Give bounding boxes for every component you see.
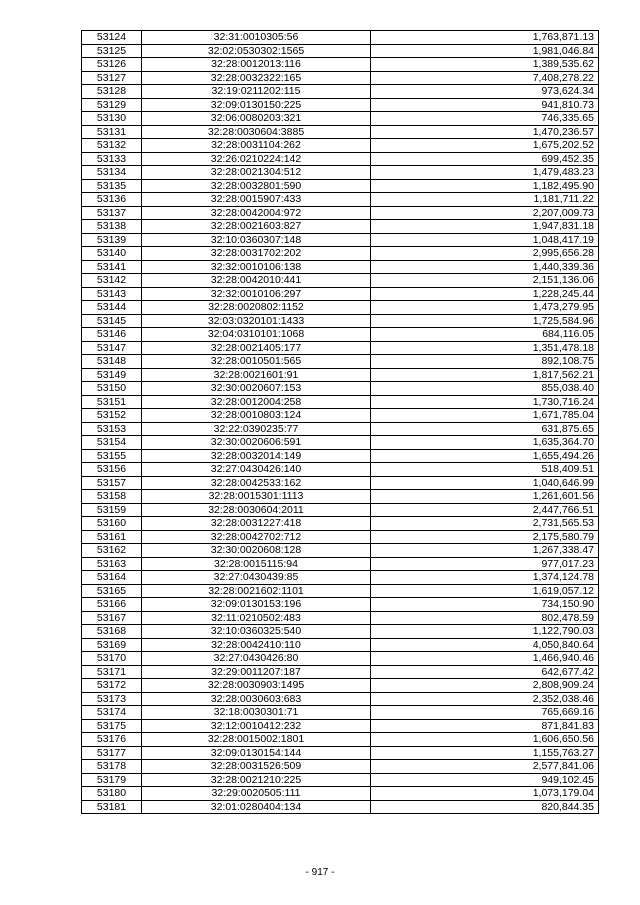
row-number-cell: 53173: [82, 692, 142, 706]
row-number-cell: 53128: [82, 85, 142, 99]
amount-cell: 1,947,831.18: [371, 220, 599, 234]
table-row: [82, 274, 599, 288]
row-number-cell: 53135: [82, 179, 142, 193]
row-number-cell: 53163: [82, 557, 142, 571]
row-number-cell: 53134: [82, 166, 142, 180]
cadastral-number-cell: 32:27:0430439:85: [142, 571, 371, 585]
cadastral-number-cell: 32:28:0042410:110: [142, 638, 371, 652]
amount-cell: 1,606,650.56: [371, 733, 599, 747]
row-number-cell: 53132: [82, 139, 142, 153]
table-row: [82, 557, 599, 571]
cadastral-number-cell: 32:28:0012013:116: [142, 58, 371, 72]
amount-cell: 1,817,562.21: [371, 368, 599, 382]
row-number-cell: 53138: [82, 220, 142, 234]
row-number-cell: 53144: [82, 301, 142, 315]
row-number-cell: 53181: [82, 800, 142, 814]
table-row: [82, 638, 599, 652]
table-row: [82, 760, 599, 774]
table-row: [82, 152, 599, 166]
table-row: [82, 382, 599, 396]
cadastral-number-cell: 32:28:0030603:683: [142, 692, 371, 706]
cadastral-number-cell: 32:28:0032801:590: [142, 179, 371, 193]
row-number-cell: 53136: [82, 193, 142, 207]
row-number-cell: 53178: [82, 760, 142, 774]
row-number-cell: 53161: [82, 530, 142, 544]
table-row: [82, 800, 599, 814]
table-row: [82, 665, 599, 679]
row-number-cell: 53169: [82, 638, 142, 652]
cadastral-number-cell: 32:28:0021405:177: [142, 341, 371, 355]
amount-cell: 1,181,711.22: [371, 193, 599, 207]
row-number-cell: 53160: [82, 517, 142, 531]
cadastral-number-cell: 32:32:0010106:138: [142, 260, 371, 274]
row-number-cell: 53165: [82, 584, 142, 598]
row-number-cell: 53133: [82, 152, 142, 166]
cadastral-number-cell: 32:32:0010106:297: [142, 287, 371, 301]
cadastral-number-cell: 32:28:0021601:91: [142, 368, 371, 382]
amount-cell: 1,479,483.23: [371, 166, 599, 180]
table-row: [82, 773, 599, 787]
row-number-cell: 53150: [82, 382, 142, 396]
row-number-cell: 53179: [82, 773, 142, 787]
row-number-cell: 53162: [82, 544, 142, 558]
row-number-cell: 53167: [82, 611, 142, 625]
table-row: [82, 314, 599, 328]
table-row: [82, 247, 599, 261]
cadastral-number-cell: 32:28:0031526:509: [142, 760, 371, 774]
cadastral-number-cell: 32:09:0130154:144: [142, 746, 371, 760]
cadastral-number-cell: 32:03:0320101:1433: [142, 314, 371, 328]
amount-cell: 2,207,009.73: [371, 206, 599, 220]
row-number-cell: 53130: [82, 112, 142, 126]
cadastral-number-cell: 32:26:0210224:142: [142, 152, 371, 166]
table-row: [82, 449, 599, 463]
row-number-cell: 53180: [82, 787, 142, 801]
row-number-cell: 53140: [82, 247, 142, 261]
row-number-cell: 53148: [82, 355, 142, 369]
table-row: [82, 206, 599, 220]
amount-cell: 1,122,790.03: [371, 625, 599, 639]
table-row: [82, 44, 599, 58]
table-row: [82, 58, 599, 72]
table-row: [82, 395, 599, 409]
amount-cell: 7,408,278.22: [371, 71, 599, 85]
amount-cell: 765,669.16: [371, 706, 599, 720]
amount-cell: 2,447,766.51: [371, 503, 599, 517]
cadastral-number-cell: 32:30:0020607:153: [142, 382, 371, 396]
table-row: [82, 220, 599, 234]
cadastral-number-cell: 32:18:0030301:71: [142, 706, 371, 720]
amount-cell: 2,175,580.79: [371, 530, 599, 544]
table-row: [82, 98, 599, 112]
table-row: [82, 517, 599, 531]
amount-cell: 2,352,038.46: [371, 692, 599, 706]
cadastral-number-cell: 32:31:0010305:56: [142, 31, 371, 45]
cadastral-number-cell: 32:19:0211202:115: [142, 85, 371, 99]
amount-cell: 1,267,338.47: [371, 544, 599, 558]
table-row: [82, 355, 599, 369]
table-row: [82, 706, 599, 720]
cadastral-number-cell: 32:09:0130150:225: [142, 98, 371, 112]
row-number-cell: 53154: [82, 436, 142, 450]
amount-cell: 1,073,179.04: [371, 787, 599, 801]
cadastral-number-cell: 32:30:0020608:128: [142, 544, 371, 558]
table-row: [82, 260, 599, 274]
table-row: [82, 112, 599, 126]
amount-cell: 2,995,656.28: [371, 247, 599, 261]
cadastral-number-cell: 32:28:0015907:433: [142, 193, 371, 207]
cadastral-number-cell: 32:28:0030604:3885: [142, 125, 371, 139]
cadastral-number-cell: 32:10:0360325:540: [142, 625, 371, 639]
table-row: [82, 625, 599, 639]
amount-cell: 631,875.65: [371, 422, 599, 436]
cadastral-number-cell: 32:06:0080203:321: [142, 112, 371, 126]
row-number-cell: 53174: [82, 706, 142, 720]
page-number: - 917 -: [305, 867, 335, 878]
table-row: [82, 85, 599, 99]
table-row: [82, 692, 599, 706]
cadastral-number-cell: 32:22:0390235:77: [142, 422, 371, 436]
table-row: [82, 193, 599, 207]
cadastral-number-cell: 32:01:0280404:134: [142, 800, 371, 814]
amount-cell: 1,655,494.26: [371, 449, 599, 463]
amount-cell: 2,731,565.53: [371, 517, 599, 531]
row-number-cell: 53158: [82, 490, 142, 504]
table-row: [82, 436, 599, 450]
cadastral-number-cell: 32:04:0310101:1068: [142, 328, 371, 342]
amount-cell: 734,150.90: [371, 598, 599, 612]
row-number-cell: 53170: [82, 652, 142, 666]
cadastral-number-cell: 32:30:0020606:591: [142, 436, 371, 450]
row-number-cell: 53166: [82, 598, 142, 612]
cadastral-number-cell: 32:28:0042010:441: [142, 274, 371, 288]
cadastral-number-cell: 32:28:0042702:712: [142, 530, 371, 544]
table-row: [82, 530, 599, 544]
table-row: [82, 598, 599, 612]
amount-cell: 1,440,339.36: [371, 260, 599, 274]
table-row: [82, 31, 599, 45]
row-number-cell: 53131: [82, 125, 142, 139]
row-number-cell: 53151: [82, 395, 142, 409]
amount-cell: 2,808,909.24: [371, 679, 599, 693]
row-number-cell: 53175: [82, 719, 142, 733]
table-row: [82, 301, 599, 315]
row-number-cell: 53156: [82, 463, 142, 477]
amount-cell: 1,374,124.78: [371, 571, 599, 585]
cadastral-number-cell: 32:27:0430426:140: [142, 463, 371, 477]
cadastral-number-cell: 32:28:0021603:827: [142, 220, 371, 234]
amount-cell: 1,228,245.44: [371, 287, 599, 301]
cadastral-number-cell: 32:28:0030604:2011: [142, 503, 371, 517]
amount-cell: 949,102.45: [371, 773, 599, 787]
cadastral-number-cell: 32:28:0020802:1152: [142, 301, 371, 315]
table-row: [82, 409, 599, 423]
cadastral-number-cell: 32:28:0042004:972: [142, 206, 371, 220]
row-number-cell: 53124: [82, 31, 142, 45]
cadastral-number-cell: 32:29:0011207:187: [142, 665, 371, 679]
table-row: [82, 746, 599, 760]
amount-cell: 642,677.42: [371, 665, 599, 679]
cadastral-number-cell: 32:28:0015002:1801: [142, 733, 371, 747]
row-number-cell: 53126: [82, 58, 142, 72]
cadastral-number-cell: 32:28:0042533:162: [142, 476, 371, 490]
table-row: [82, 328, 599, 342]
row-number-cell: 53149: [82, 368, 142, 382]
amount-cell: 1,675,202.52: [371, 139, 599, 153]
amount-cell: 1,261,601.56: [371, 490, 599, 504]
table-row: [82, 733, 599, 747]
table-row: [82, 125, 599, 139]
amount-cell: 746,335.65: [371, 112, 599, 126]
amount-cell: 2,577,841.06: [371, 760, 599, 774]
cadastral-number-cell: 32:28:0010501:565: [142, 355, 371, 369]
cadastral-number-cell: 32:28:0032322:165: [142, 71, 371, 85]
table-row: [82, 422, 599, 436]
cadastral-number-cell: 32:28:0031104:262: [142, 139, 371, 153]
amount-cell: 1,981,046.84: [371, 44, 599, 58]
row-number-cell: 53159: [82, 503, 142, 517]
cadastral-number-cell: 32:29:0020505:111: [142, 787, 371, 801]
table-row: [82, 287, 599, 301]
table-row: [82, 679, 599, 693]
row-number-cell: 53153: [82, 422, 142, 436]
table-row: [82, 139, 599, 153]
row-number-cell: 53139: [82, 233, 142, 247]
table-row: [82, 544, 599, 558]
table-row: [82, 179, 599, 193]
ledger-table-body: [82, 31, 599, 814]
amount-cell: 1,351,478.18: [371, 341, 599, 355]
table-row: [82, 463, 599, 477]
cadastral-number-cell: 32:28:0015301:1113: [142, 490, 371, 504]
table-row: [82, 71, 599, 85]
amount-cell: 977,017.23: [371, 557, 599, 571]
row-number-cell: 53127: [82, 71, 142, 85]
amount-cell: 1,725,584.96: [371, 314, 599, 328]
cadastral-number-cell: 32:28:0010803:124: [142, 409, 371, 423]
amount-cell: 1,730,716.24: [371, 395, 599, 409]
amount-cell: 892,108.75: [371, 355, 599, 369]
table-row: [82, 476, 599, 490]
amount-cell: 871,841.83: [371, 719, 599, 733]
table-row: [82, 652, 599, 666]
table-row: [82, 584, 599, 598]
cadastral-number-cell: 32:28:0012004:258: [142, 395, 371, 409]
row-number-cell: 53176: [82, 733, 142, 747]
table-row: [82, 571, 599, 585]
row-number-cell: 53129: [82, 98, 142, 112]
amount-cell: 699,452.35: [371, 152, 599, 166]
amount-cell: 1,040,646.99: [371, 476, 599, 490]
cadastral-number-cell: 32:27:0430426:80: [142, 652, 371, 666]
cadastral-number-cell: 32:12:0010412:232: [142, 719, 371, 733]
table-row: [82, 341, 599, 355]
amount-cell: 1,182,495.90: [371, 179, 599, 193]
cadastral-number-cell: 32:28:0021210:225: [142, 773, 371, 787]
amount-cell: 1,763,871.13: [371, 31, 599, 45]
row-number-cell: 53168: [82, 625, 142, 639]
row-number-cell: 53143: [82, 287, 142, 301]
cadastral-number-cell: 32:11:0210502:483: [142, 611, 371, 625]
table-row: [82, 787, 599, 801]
row-number-cell: 53177: [82, 746, 142, 760]
table-row: [82, 233, 599, 247]
row-number-cell: 53146: [82, 328, 142, 342]
row-number-cell: 53155: [82, 449, 142, 463]
amount-cell: 1,048,417.19: [371, 233, 599, 247]
amount-cell: 1,470,236.57: [371, 125, 599, 139]
ledger-table: [81, 30, 599, 814]
cadastral-number-cell: 32:02:0530302:1565: [142, 44, 371, 58]
amount-cell: 941,810.73: [371, 98, 599, 112]
amount-cell: 2,151,136.06: [371, 274, 599, 288]
amount-cell: 1,473,279.95: [371, 301, 599, 315]
amount-cell: 684,116.05: [371, 328, 599, 342]
amount-cell: 855,038.40: [371, 382, 599, 396]
amount-cell: 802,478.59: [371, 611, 599, 625]
row-number-cell: 53145: [82, 314, 142, 328]
row-number-cell: 53157: [82, 476, 142, 490]
amount-cell: 1,466,940.46: [371, 652, 599, 666]
cadastral-number-cell: 32:28:0031702:202: [142, 247, 371, 261]
table-row: [82, 490, 599, 504]
table-row: [82, 368, 599, 382]
amount-cell: 820,844.35: [371, 800, 599, 814]
cadastral-number-cell: 32:28:0032014:149: [142, 449, 371, 463]
amount-cell: 1,635,364.70: [371, 436, 599, 450]
amount-cell: 973,624.34: [371, 85, 599, 99]
table-row: [82, 611, 599, 625]
amount-cell: 1,389,535.62: [371, 58, 599, 72]
amount-cell: 1,619,057.12: [371, 584, 599, 598]
table-row: [82, 503, 599, 517]
cadastral-number-cell: 32:28:0031227:418: [142, 517, 371, 531]
cadastral-number-cell: 32:10:0360307:148: [142, 233, 371, 247]
cadastral-number-cell: 32:28:0030903:1495: [142, 679, 371, 693]
table-row: [82, 719, 599, 733]
amount-cell: 1,155,763.27: [371, 746, 599, 760]
row-number-cell: 53147: [82, 341, 142, 355]
cadastral-number-cell: 32:28:0021304:512: [142, 166, 371, 180]
amount-cell: 1,671,785.04: [371, 409, 599, 423]
amount-cell: 4,050,840.64: [371, 638, 599, 652]
cadastral-number-cell: 32:28:0015115:94: [142, 557, 371, 571]
row-number-cell: 53164: [82, 571, 142, 585]
row-number-cell: 53142: [82, 274, 142, 288]
row-number-cell: 53137: [82, 206, 142, 220]
row-number-cell: 53125: [82, 44, 142, 58]
table-row: [82, 166, 599, 180]
cadastral-number-cell: 32:28:0021602:1101: [142, 584, 371, 598]
row-number-cell: 53152: [82, 409, 142, 423]
row-number-cell: 53171: [82, 665, 142, 679]
row-number-cell: 53172: [82, 679, 142, 693]
row-number-cell: 53141: [82, 260, 142, 274]
cadastral-number-cell: 32:09:0130153:196: [142, 598, 371, 612]
amount-cell: 518,409.51: [371, 463, 599, 477]
